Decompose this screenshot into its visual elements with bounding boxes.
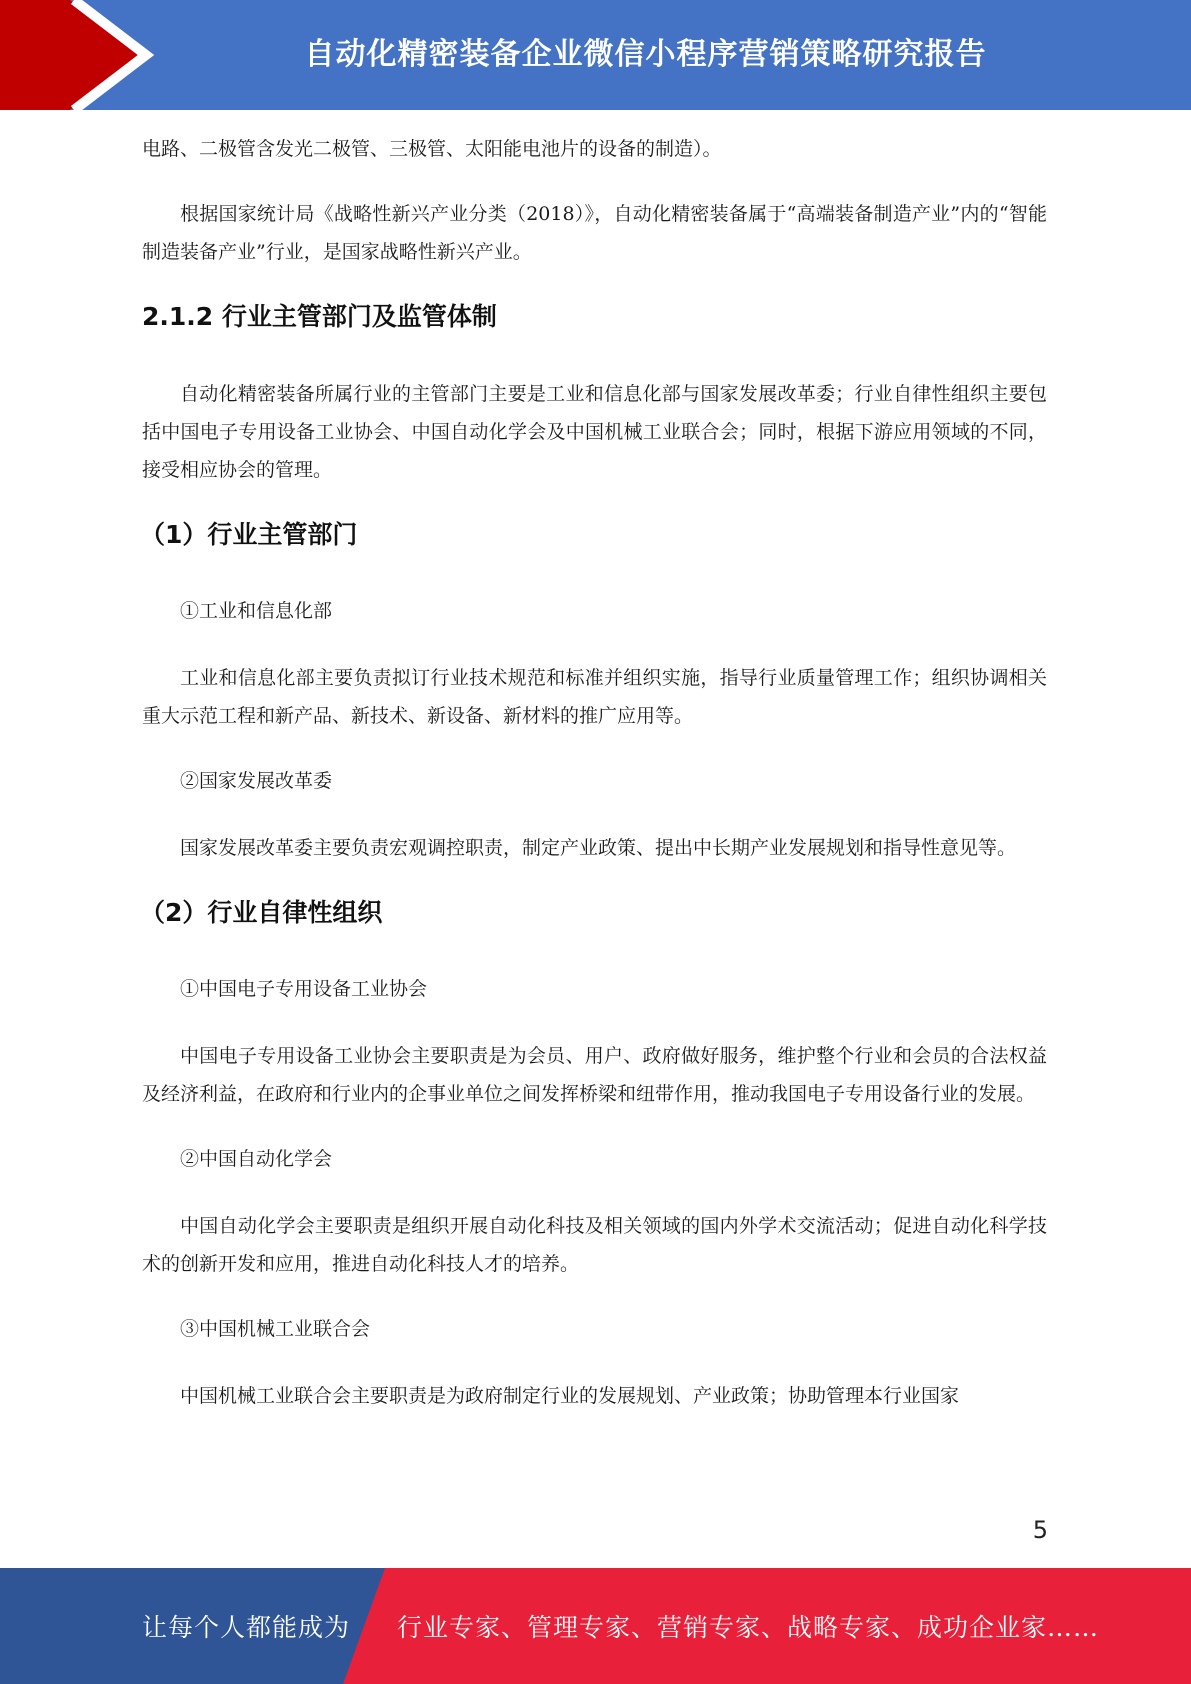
paragraph-miit: 工业和信息化部主要负责拟订行业技术规范和标准并组织实施，指导行业质量管理工作；组织协调相关重大示范工程和新产品、新技术、新设备、新材料的推广应用等。 <box>142 667 1047 727</box>
paragraph-overview: 自动化精密装备所属行业的主管部门主要是工业和信息化部与国家发展改革委；行业自律性组织主要包括中国电子专用设备工业协会、中国自动化学会及中国机械工业联合会；同时，根据下游应用领域的不同，接受相应协会的管理。 <box>142 383 1047 481</box>
paragraph-ndrc: 国家发展改革委主要负责宏观调控职责，制定产业政策、提出中长期产业发展规划和指导性意见等。 <box>180 837 1017 859</box>
subsection-heading-2: （2）行业自律性组织 <box>140 898 383 927</box>
paragraph-classification: 根据国家统计局《战略性新兴产业分类（2018）》，自动化精密装备属于“高端装备制造产业”内的“智能制造装备产业”行业，是国家战略性新兴产业。 <box>142 203 1047 263</box>
paragraph-ceia: 中国电子专用设备工业协会主要职责是为会员、用户、政府做好服务，维护整个行业和会员的合法权益及经济利益，在政府和行业内的企事业单位之间发挥桥梁和纽带作用，推动我国电子专用设备行业的发展。 <box>142 1045 1047 1105</box>
header-band <box>0 0 1191 110</box>
list-item-ceia: ①中国电子专用设备工业协会 <box>180 978 428 1000</box>
footer-slogan-right: 行业专家、管理专家、营销专家、战略专家、成功企业家…… <box>397 1613 1100 1642</box>
paragraph-caa: 中国自动化学会主要职责是组织开展自动化科技及相关领域的国内外学术交流活动；促进自动化科学技术的创新开发和应用，推进自动化科技人才的培养。 <box>142 1215 1047 1275</box>
list-item-ndrc: ②国家发展改革委 <box>180 770 333 792</box>
footer-banner <box>0 1568 1191 1684</box>
list-item-miit: ①工业和信息化部 <box>180 600 333 622</box>
paragraph-cmif: 中国机械工业联合会主要职责是为政府制定行业的发展规划、产业政策；协助管理本行业国家 <box>180 1385 960 1407</box>
section-heading-2-1-2: 2.1.2 行业主管部门及监管体制 <box>142 302 497 331</box>
document-body <box>142 130 1047 1442</box>
paragraph-continuation: 电路、二极管含发光二极管、三极管、太阳能电池片的设备的制造）。 <box>142 138 722 160</box>
list-item-caa: ②中国自动化学会 <box>180 1148 333 1170</box>
list-item-cmif: ③中国机械工业联合会 <box>180 1318 371 1340</box>
footer-slogan-left: 让每个人都能成为 <box>142 1613 351 1642</box>
subsection-heading-1: （1）行业主管部门 <box>140 520 358 549</box>
page-number: 5 <box>1032 1516 1048 1544</box>
document-title: 自动化精密装备企业微信小程序营销策略研究报告 <box>304 37 987 72</box>
chevron-arrow-icon <box>0 0 160 110</box>
